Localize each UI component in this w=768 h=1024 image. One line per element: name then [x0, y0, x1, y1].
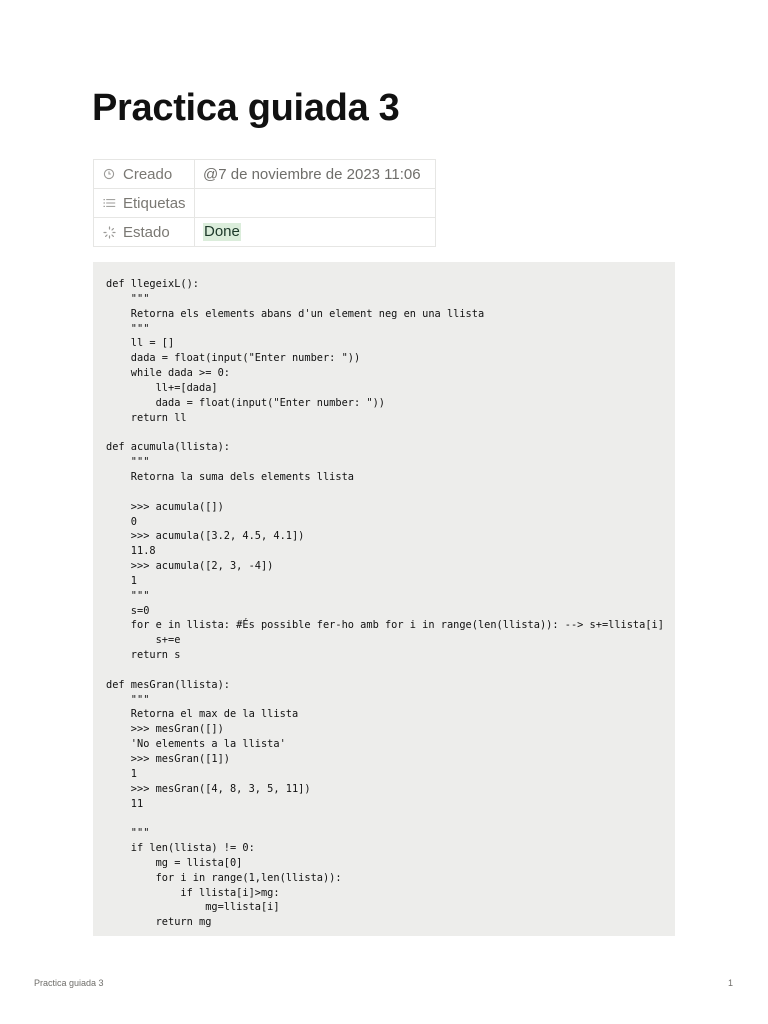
property-label-tags: Etiquetas — [123, 194, 186, 212]
property-value-status[interactable] — [195, 218, 436, 247]
page-title: Practica guiada 3 — [92, 87, 400, 129]
spinner-icon — [102, 225, 116, 239]
code-content: def llegeixL(): """ Retorna els elements abans d'un element neg en una llista """ ll = [] dada = float(input("Enter number: ")) while dada >= 0: ll+=[dada] dada = float(input("Enter number: ")) return ll def acumula(llista): """ Retorna la suma dels elements llista >>> acumula([]) 0 >>> acumula([3.2, 4.5, 4.1]) 11.8 >>> acumula([2, 3, -4]) 1 """ s=0 for e in llista: #És possible fer-ho amb for i in range(len(llista)): --> s+=llista[i] s+=e return s def mesGran(llista): """ Retorna el max de la llista >>> mesGran([]) 'No elements a la llista' >>> mesGran([1]) 1 >>> mesGran([4, 8, 3, 5, 11]) 11 """ if len(llista) != 0: mg = llista[0] for i in range(1,len(llista)): if llista[i]>mg: mg=llista[i] return mg — [106, 278, 664, 929]
status-badge[interactable]: Done — [204, 223, 240, 240]
property-label-status: Estado — [123, 223, 170, 241]
property-label-created: Creado — [123, 165, 173, 183]
property-row-created — [94, 160, 436, 189]
property-row-tags — [94, 189, 436, 218]
footer-title: Practica guiada 3 — [34, 978, 104, 988]
footer-page-number: 1 — [727, 978, 733, 988]
clock-icon — [102, 167, 116, 181]
list-icon — [102, 196, 116, 210]
code-block[interactable] — [93, 262, 675, 936]
property-row-status — [94, 218, 436, 247]
property-value-tags[interactable] — [195, 189, 436, 218]
properties-table — [93, 159, 436, 247]
property-value-created[interactable]: @7 de noviembre de 2023 11:06 — [195, 160, 436, 189]
